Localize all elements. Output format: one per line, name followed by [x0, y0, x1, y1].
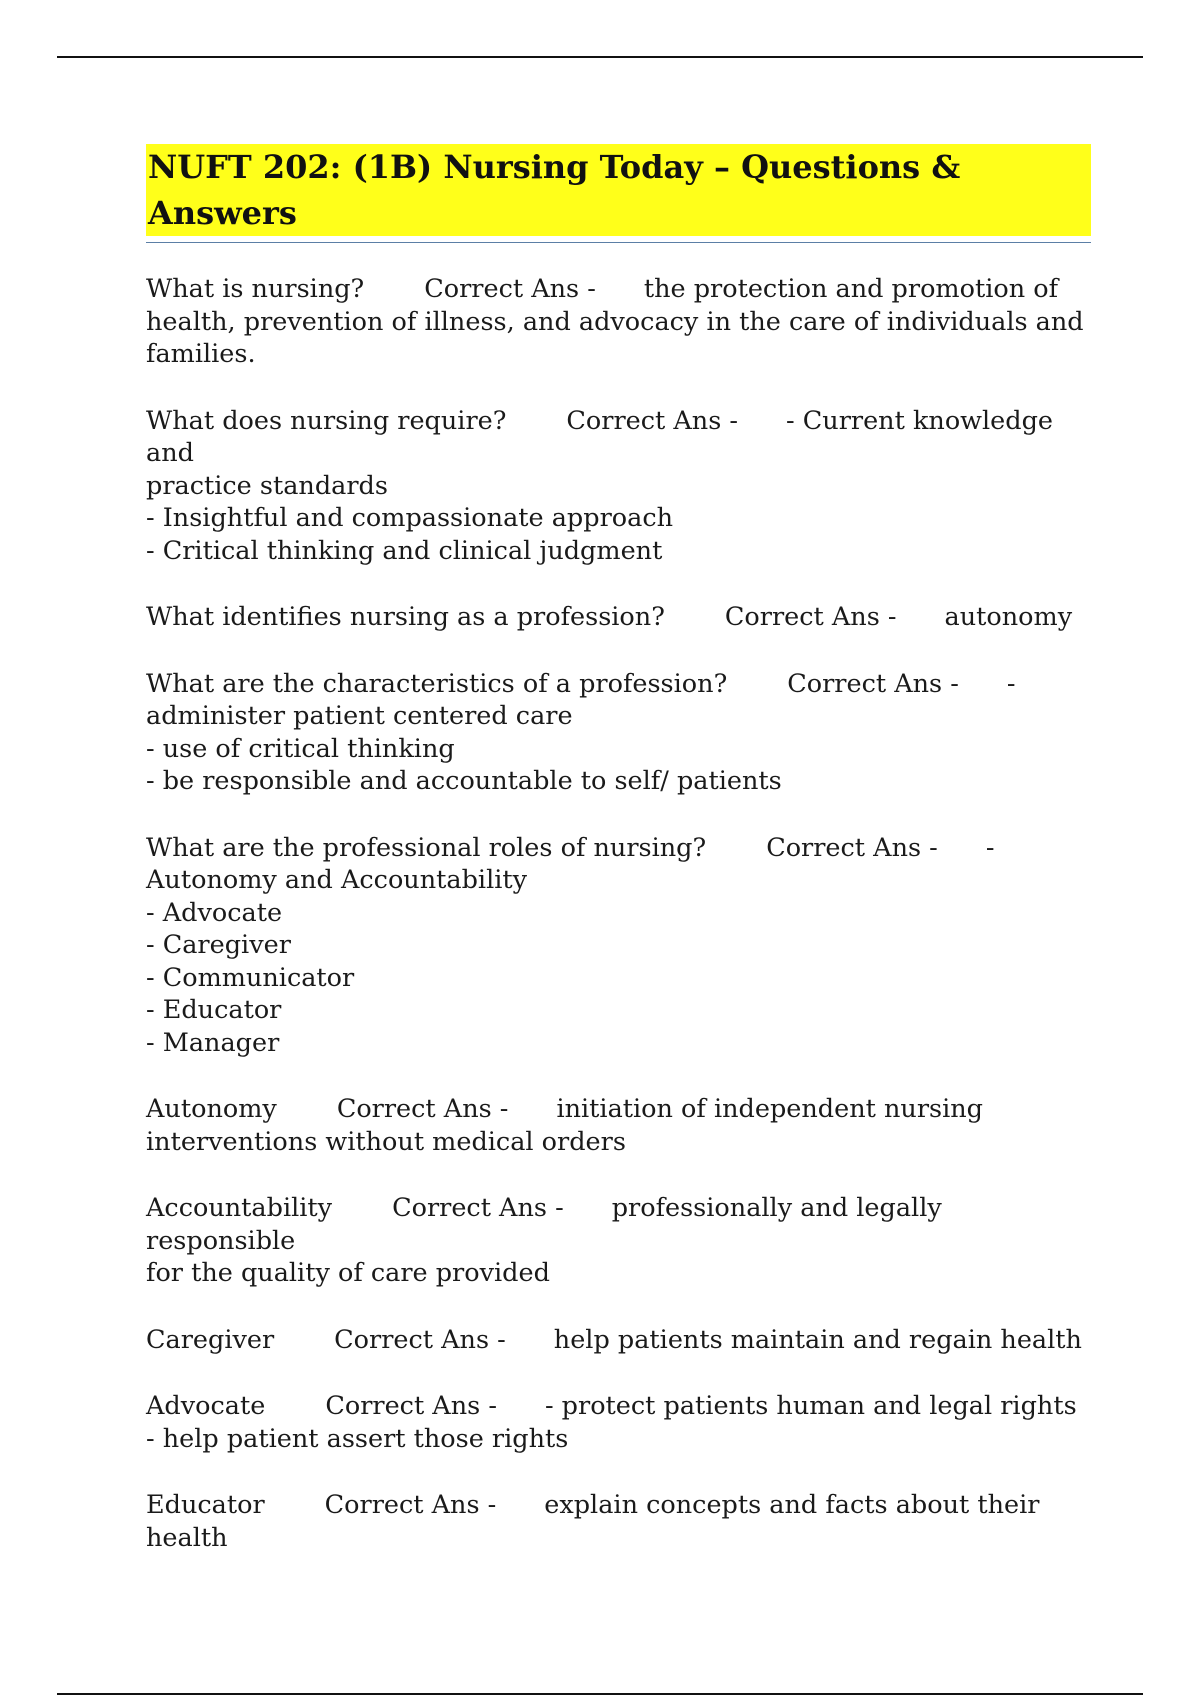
top-rule [57, 56, 1143, 58]
answer-line: administer patient centered care [146, 701, 573, 731]
answer-line: Autonomy and Accountability [146, 865, 528, 895]
correct-answer-label: Correct Ans - [766, 832, 938, 863]
answer-line: families. [146, 339, 256, 369]
question-text: Educator [146, 1490, 265, 1520]
bottom-rule [57, 1693, 1143, 1695]
correct-answer-label: Correct Ans - [566, 405, 739, 436]
qa-first-line [146, 1192, 1091, 1257]
question-text: Caregiver [146, 1324, 275, 1355]
title-block [146, 144, 1091, 243]
answer-line: - Critical thinking and clinical judgment [146, 535, 663, 566]
question-text: What are the professional roles of nursing? [146, 832, 707, 863]
answer-line: health, prevention of illness, and advocacy in the care of individuals and [146, 306, 1084, 337]
qa-item [146, 1489, 1091, 1554]
answer-line: - Educator [146, 995, 282, 1025]
qa-first-line [146, 832, 1091, 865]
qa-first-line [146, 1324, 1091, 1357]
question-text: What does nursing require? [146, 405, 507, 436]
qa-first-line [146, 405, 1091, 470]
question-text: What identifies nursing as a profession? [146, 602, 665, 632]
document-body [146, 144, 1091, 1588]
correct-answer-label: Correct Ans - [424, 274, 596, 304]
qa-item [146, 405, 1091, 568]
qa-list [146, 273, 1091, 1554]
qa-item [146, 1324, 1091, 1357]
question-text: Accountability [146, 1193, 333, 1223]
qa-item [146, 1093, 1091, 1158]
correct-answer-label: Correct Ans - [724, 602, 897, 632]
answer-line: - Manager [146, 1027, 280, 1058]
answer-text: the protection and promotion of [643, 274, 1059, 304]
answer-line: practice standards [146, 470, 388, 501]
correct-answer-label: Correct Ans - [324, 1490, 497, 1520]
answer-line: - Insightful and compassionate approach [146, 503, 674, 533]
qa-first-line [146, 273, 1091, 306]
answer-text: - Current knowledge and [146, 405, 1053, 468]
answer-line: - Advocate [146, 897, 283, 928]
answer-line: - help patient assert those rights [146, 1423, 569, 1454]
answer-line: health [146, 1522, 228, 1553]
qa-item [146, 832, 1091, 1060]
answer-text: explain concepts and facts about their [544, 1490, 1040, 1520]
answer-line: - use of critical thinking [146, 733, 455, 764]
correct-answer-label: Correct Ans - [392, 1193, 564, 1223]
question-text: Autonomy [146, 1094, 277, 1124]
correct-answer-label: Correct Ans - [334, 1324, 506, 1355]
answer-text: - protect patients human and legal rights [544, 1391, 1077, 1421]
qa-first-line [146, 668, 1091, 701]
question-text: What are the characteristics of a profession? [146, 668, 728, 699]
answer-text: professionally and legally responsible [146, 1193, 942, 1256]
qa-item [146, 601, 1091, 634]
question-text: Advocate [146, 1391, 266, 1421]
qa-first-line [146, 1390, 1091, 1423]
answer-line: - Caregiver [146, 930, 291, 960]
qa-item [146, 668, 1091, 798]
correct-answer-label: Correct Ans - [336, 1094, 509, 1124]
qa-item [146, 273, 1091, 371]
qa-first-line [146, 1489, 1091, 1522]
answer-text: - [1006, 668, 1016, 699]
answer-text: autonomy [944, 602, 1073, 632]
qa-first-line [146, 601, 1091, 634]
document-title: NUFT 202: (1B) Nursing Today – Questions & Answers [146, 144, 1091, 236]
answer-text: help patients maintain and regain health [553, 1324, 1082, 1355]
correct-answer-label: Correct Ans - [787, 668, 959, 699]
answer-line: - Communicator [146, 962, 355, 993]
answer-line: for the quality of care provided [146, 1258, 550, 1288]
answer-line: interventions without medical orders [146, 1126, 626, 1157]
answer-line: - be responsible and accountable to self/ patients [146, 766, 782, 796]
answer-text: initiation of independent nursing [556, 1094, 984, 1124]
qa-item [146, 1390, 1091, 1455]
qa-item [146, 1192, 1091, 1290]
qa-first-line [146, 1093, 1091, 1126]
answer-text: - [985, 832, 995, 863]
question-text: What is nursing? [146, 274, 365, 304]
correct-answer-label: Correct Ans - [325, 1391, 497, 1421]
